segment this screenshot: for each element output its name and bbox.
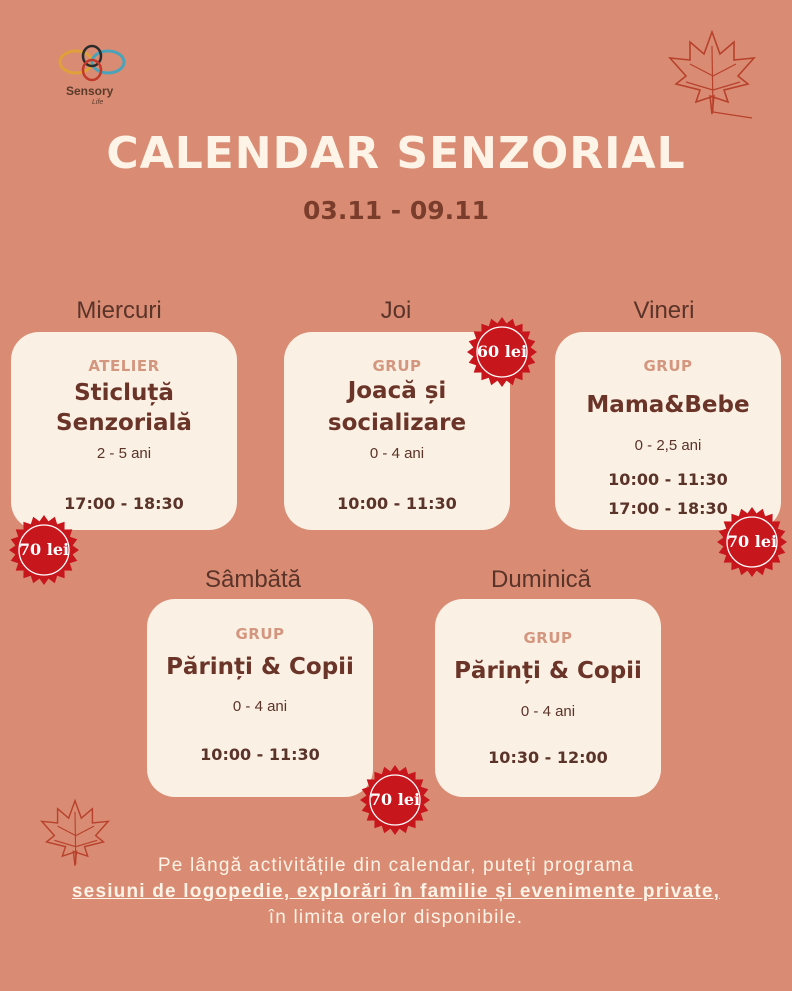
footer-highlight: sesiuni de logopedie, explorări în familie și evenimente private, [71, 881, 721, 902]
day-label-vineri: Vineri [633, 297, 695, 324]
maple-leaf-icon [656, 26, 768, 122]
footer-line: Pe lângă activitățile din calendar, puteți programa [157, 855, 635, 876]
event-time: 10:00 - 11:30 [200, 745, 320, 764]
event-type: GRUP [372, 357, 422, 375]
event-age: 0 - 4 ani [369, 445, 425, 462]
event-name-line: Joacă și [347, 378, 447, 404]
price-label: 70 lei [726, 532, 778, 551]
event-type: GRUP [235, 625, 285, 643]
event-card-vineri[interactable] [555, 332, 781, 530]
price-badge [8, 514, 80, 586]
day-label-joi: Joi [380, 297, 412, 324]
event-type: ATELIER [88, 357, 160, 375]
price-label: 60 lei [476, 342, 528, 361]
event-age: 0 - 4 ani [520, 703, 576, 720]
price-badge [466, 316, 538, 388]
event-time: 17:00 - 18:30 [64, 494, 184, 513]
price-label: 70 lei [18, 540, 70, 559]
price-badge [359, 764, 431, 836]
day-label-sambata: Sâmbătă [204, 566, 302, 593]
day-label-miercuri: Miercuri [76, 297, 162, 324]
day-label-duminica: Duminică [490, 566, 592, 593]
date-range: 03.11 - 09.11 [303, 196, 489, 225]
event-time: 10:30 - 12:00 [488, 748, 608, 767]
footer-line: în limita orelor disponibile. [268, 907, 524, 928]
event-type: GRUP [523, 629, 573, 647]
event-age: 0 - 2,5 ani [634, 437, 702, 454]
event-name-line: Părinți & Copii [454, 658, 642, 684]
event-age: 0 - 4 ani [232, 698, 288, 715]
event-card-sambata[interactable] [147, 599, 373, 797]
event-name-line: Mama&Bebe [586, 392, 750, 418]
page-title: CALENDAR SENZORIAL [106, 128, 686, 179]
price-badge [716, 506, 788, 578]
logo-name: Sensory [66, 84, 114, 98]
event-time: 17:00 - 18:30 [608, 499, 728, 518]
event-name-line: Părinți & Copii [166, 654, 354, 680]
event-name-line: Sticluță [74, 380, 174, 406]
event-name-line: Senzorială [56, 410, 192, 436]
event-card-duminica[interactable] [435, 599, 661, 797]
logo-sub: Life [92, 99, 104, 106]
event-name-line: socializare [327, 410, 467, 436]
event-type: GRUP [643, 357, 693, 375]
event-age: 2 - 5 ani [96, 445, 152, 462]
sensory-life-logo [56, 40, 128, 120]
event-card-miercuri[interactable] [11, 332, 237, 530]
price-label: 70 lei [369, 790, 421, 809]
event-time: 10:00 - 11:30 [337, 494, 457, 513]
event-time: 10:00 - 11:30 [608, 470, 728, 489]
